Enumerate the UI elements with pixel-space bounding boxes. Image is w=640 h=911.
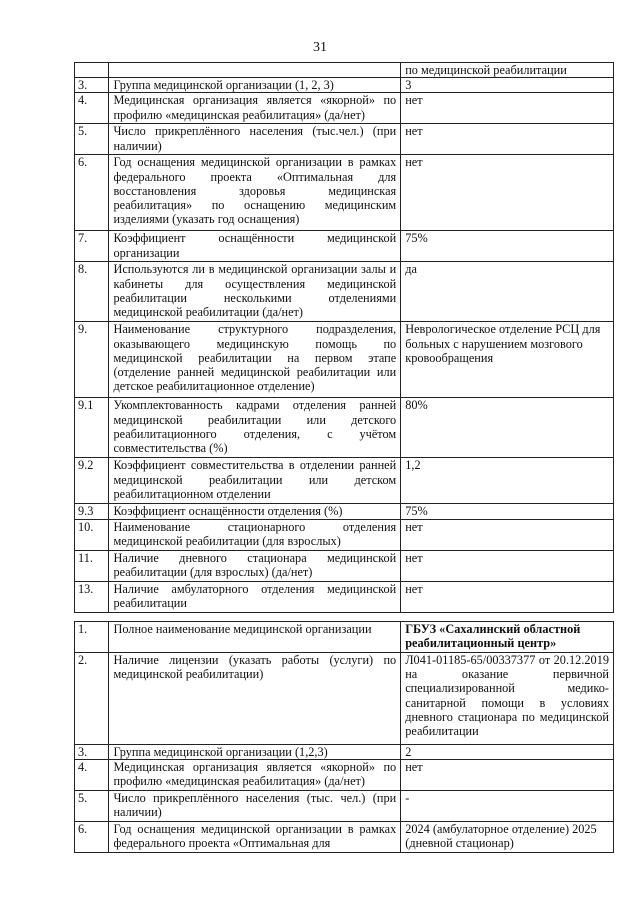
row-label: Группа медицинской организации (1, 2, 3) xyxy=(109,78,401,93)
row-number: 9.2 xyxy=(75,458,109,504)
row-label: Коэффициент совместительства в отделении ранней медицинской реабилитации или детском реабилитационном отделении xyxy=(109,458,401,504)
row-label: Медицинская организация является «якорной» по профилю «медицинская реабилитация» (да/нет) xyxy=(109,93,401,124)
row-number: 8. xyxy=(75,262,109,322)
row-value: нет xyxy=(401,550,614,581)
row-value: нет xyxy=(401,124,614,155)
table-row xyxy=(75,231,614,262)
row-value: Л041-01185-65/00337377 от 20.12.2019 на оказание первичной специализированной медико-санитарной помощи в условиях дневного стационара по медицинской реабилитации xyxy=(401,653,614,745)
table-row xyxy=(75,504,614,519)
row-value: 1,2 xyxy=(401,458,614,504)
row-label: Группа медицинской организации (1,2,3) xyxy=(109,745,401,760)
row-value: 75% xyxy=(401,504,614,519)
row-number: 5. xyxy=(75,791,109,822)
row-value: нет xyxy=(401,93,614,124)
table-row xyxy=(75,519,614,550)
row-number: 11. xyxy=(75,550,109,581)
row-number: 3. xyxy=(75,78,109,93)
row-label: Укомплектованность кадрами отделения ранней медицинской реабилитации или детского реабилитационного отделения, с учётом совместительства (%) xyxy=(109,398,401,458)
row-value: нет xyxy=(401,519,614,550)
row-label: Коэффициент оснащённости медицинской организации xyxy=(109,231,401,262)
row-value: нет xyxy=(401,760,614,791)
table-row xyxy=(75,822,614,853)
row-label-cell xyxy=(109,63,401,78)
row-number: 9.1 xyxy=(75,398,109,458)
table-row xyxy=(75,63,614,78)
table-row xyxy=(75,745,614,760)
row-label: Коэффициент оснащённости отделения (%) xyxy=(109,504,401,519)
row-label: Наименование структурного подразделения, оказывающего медицинскую помощь по медицинской реабилитации на первом этапе (отделение ранней медицинской реабилитации или детское реабилитационное отделение) xyxy=(109,322,401,398)
row-number: 6. xyxy=(75,155,109,231)
row-number: 13. xyxy=(75,581,109,612)
row-value: - xyxy=(401,791,614,822)
row-number: 2. xyxy=(75,653,109,745)
row-value: да xyxy=(401,262,614,322)
table-row xyxy=(75,155,614,231)
table-row xyxy=(75,78,614,93)
table-row xyxy=(75,550,614,581)
table-row xyxy=(75,791,614,822)
row-value-cell: по медицинской реабилитации xyxy=(401,63,614,78)
row-value: Неврологическое отделение РСЦ для больных с нарушением мозгового кровообращения xyxy=(401,322,614,398)
rehab-info-table-2 xyxy=(74,621,614,853)
row-value: нет xyxy=(401,155,614,231)
row-label: Полное наименование медицинской организации xyxy=(109,622,401,653)
row-value: нет xyxy=(401,581,614,612)
row-value: 2 xyxy=(401,745,614,760)
row-number: 4. xyxy=(75,760,109,791)
row-label: Наличие лицензии (указать работы (услуги) по медицинской реабилитации) xyxy=(109,653,401,745)
table-row xyxy=(75,581,614,612)
row-label: Год оснащения медицинской организации в рамках федерального проекта «Оптимальная для xyxy=(109,822,401,853)
row-number: 4. xyxy=(75,93,109,124)
row-number-cell xyxy=(75,63,109,78)
row-value: 80% xyxy=(401,398,614,458)
row-label: Число прикреплённого населения (тыс. чел.) (при наличии) xyxy=(109,791,401,822)
row-label: Число прикреплённого населения (тыс.чел.) (при наличии) xyxy=(109,124,401,155)
row-label: Год оснащения медицинской организации в рамках федерального проекта «Оптимальная для восстановления здоровья медицинская реабилитация» по оснащению медицинским изделиями (указать год оснащения) xyxy=(109,155,401,231)
row-label: Медицинская организация является «якорной» по профилю «медицинская реабилитация» (да/нет) xyxy=(109,760,401,791)
row-value: 75% xyxy=(401,231,614,262)
table-row xyxy=(75,322,614,398)
table-row xyxy=(75,760,614,791)
row-number: 5. xyxy=(75,124,109,155)
table-row xyxy=(75,93,614,124)
row-label: Наличие амбулаторного отделения медицинской реабилитации xyxy=(109,581,401,612)
row-number: 6. xyxy=(75,822,109,853)
row-number: 3. xyxy=(75,745,109,760)
row-number: 7. xyxy=(75,231,109,262)
page-number: 31 xyxy=(313,40,327,55)
table-row xyxy=(75,653,614,745)
row-value: 2024 (амбулаторное отделение) 2025 (дневной стационар) xyxy=(401,822,614,853)
row-value: 3 xyxy=(401,78,614,93)
row-number: 9.3 xyxy=(75,504,109,519)
table-row xyxy=(75,124,614,155)
table-row xyxy=(75,458,614,504)
table-row xyxy=(75,622,614,653)
rehab-info-table-1 xyxy=(74,62,614,613)
row-label: Наличие дневного стационара медицинской реабилитации (для взрослых) (да/нет) xyxy=(109,550,401,581)
organization-name: ГБУЗ «Сахалинский областной реабилитационный центр» xyxy=(401,622,614,653)
row-label: Наименование стационарного отделения медицинской реабилитации (для взрослых) xyxy=(109,519,401,550)
table-row xyxy=(75,262,614,322)
row-number: 10. xyxy=(75,519,109,550)
row-label: Используются ли в медицинской организации залы и кабинеты для осуществления медицинской реабилитации несколькими отделениями медицинской реабилитации (да/нет) xyxy=(109,262,401,322)
row-number: 9. xyxy=(75,322,109,398)
table-row xyxy=(75,398,614,458)
row-number: 1. xyxy=(75,622,109,653)
